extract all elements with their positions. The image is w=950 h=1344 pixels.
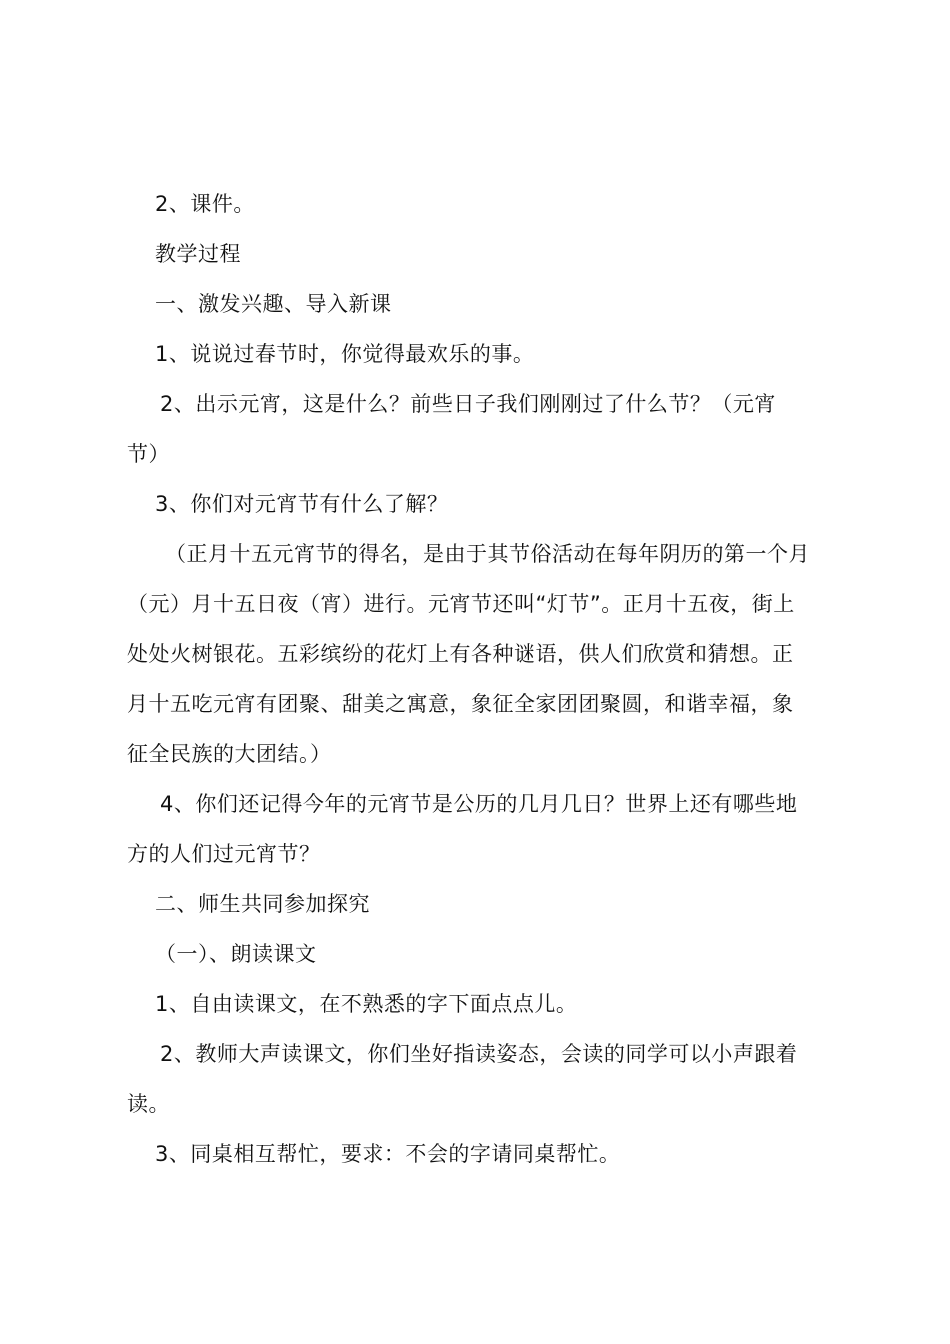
- text-line-explanation-2: （元）月十五日夜（宵）进行。元宵节还叫“灯节”。正月十五夜，街上: [127, 592, 795, 616]
- text-line-explanation-4: 月十五吃元宵有团聚、甜美之寓意，象征全家团团聚圆，和谐幸福，象: [127, 692, 794, 716]
- text-line-explanation-1: （正月十五元宵节的得名，是由于其节俗活动在每年阴历的第一个月: [165, 542, 810, 566]
- subsection-heading-reading: （一）、朗读课文: [155, 942, 317, 966]
- text-line-item-2-cont: 节）: [127, 442, 170, 466]
- text-line-reading-3: 3、同桌相互帮忙，要求：不会的字请同桌帮忙。: [155, 1142, 621, 1166]
- text-line-explanation-5: 征全民族的大团结。）: [127, 742, 332, 766]
- text-line-reading-2: 2、教师大声读课文，你们坐好指读姿态，会读的同学可以小声跟着: [160, 1042, 798, 1066]
- text-line-item-4: 4、你们还记得今年的元宵节是公历的几月几日？世界上还有哪些地: [160, 792, 798, 816]
- text-line-item-2: 2、出示元宵，这是什么？前些日子我们刚刚过了什么节？（元宵: [160, 392, 776, 416]
- text-line-reading-1: 1、自由读课文，在不熟悉的字下面点点儿。: [155, 992, 578, 1016]
- text-line-materials: 2、课件。: [155, 192, 255, 216]
- text-line-explanation-3: 处处火树银花。五彩缤纷的花灯上有各种谜语，供人们欣赏和猜想。正: [127, 642, 794, 666]
- section-heading-teaching-process: 教学过程: [155, 242, 241, 266]
- section-heading-part-two: 二、师生共同参加探究: [155, 892, 370, 916]
- text-line-reading-2-cont: 读。: [127, 1092, 170, 1116]
- text-line-item-1: 1、说说过春节时，你觉得最欢乐的事。: [155, 342, 535, 366]
- text-line-item-4-cont: 方的人们过元宵节？: [127, 842, 321, 866]
- text-line-item-3: 3、你们对元宵节有什么了解？: [155, 492, 449, 516]
- section-heading-part-one: 一、激发兴趣、导入新课: [155, 292, 392, 316]
